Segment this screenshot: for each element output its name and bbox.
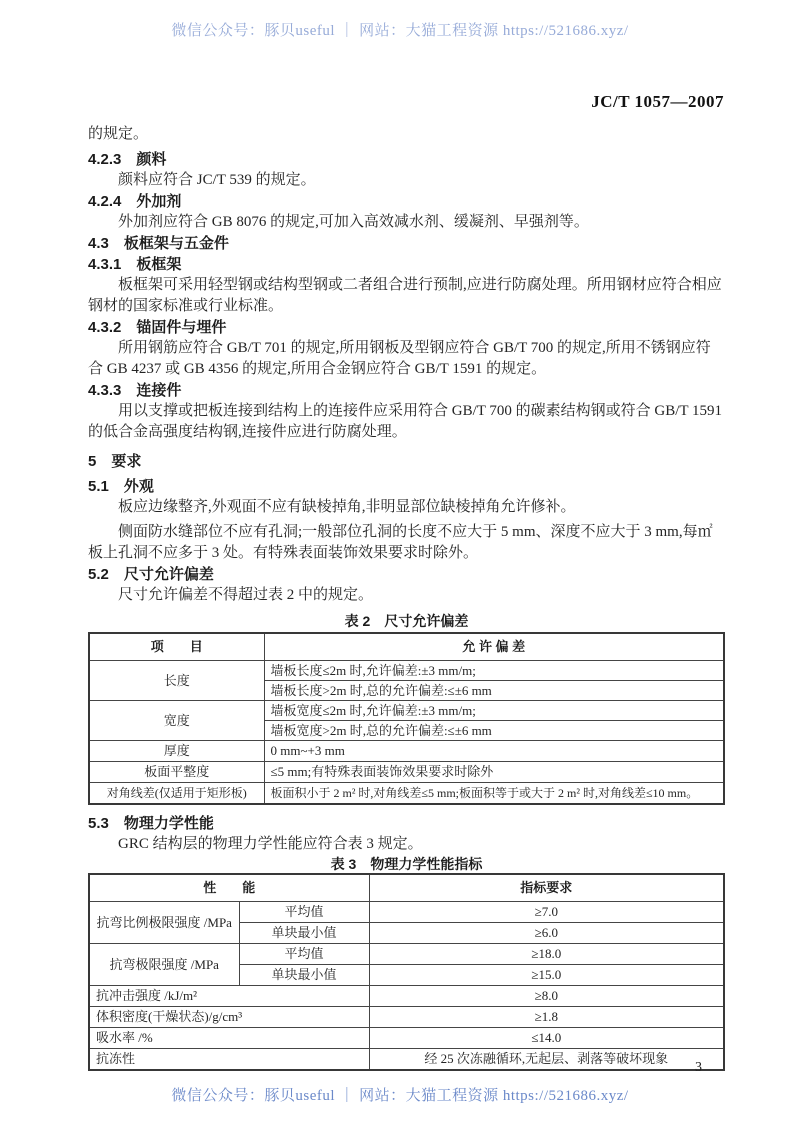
table-row [89, 944, 724, 965]
heading-4-2-3: 4.2.3 颜料 [88, 151, 167, 168]
table-3-value: ≥18.0 [369, 944, 724, 965]
table-3 [88, 873, 725, 1071]
table-3-value: ≥15.0 [369, 965, 724, 986]
table-3-caption: 表 3 物理力学性能指标 [330, 856, 483, 872]
paragraph-5-3: GRC 结构层的物理力学性能应符合表 3 规定。 [118, 836, 423, 852]
table-2-value-diagonal: 板面积小于 2 m² 时,对角线差≤5 mm;板面积等于或大于 2 m² 时,对角线差≤10 mm。 [264, 783, 724, 805]
table-2-label-thickness: 厚度 [89, 741, 264, 762]
table-2-header-row [89, 633, 724, 661]
paragraph-4-3-1: 板框架可采用轻型钢或结构型钢或二者组合进行预制,应进行防腐处理。所用钢材应符合相应钢材的国家标准或行业标准。 [88, 277, 722, 314]
table-row [89, 741, 724, 762]
table-3-value: ≥6.0 [369, 923, 724, 944]
table-3-label-ultimate-strength: 抗弯极限强度 /MPa [89, 944, 239, 986]
table-row [89, 783, 724, 805]
heading-5-3: 5.3 物理力学性能 [88, 815, 214, 832]
table-3-label-proportional-limit: 抗弯比例极限强度 /MPa [89, 902, 239, 944]
table-3-header-row [89, 874, 724, 902]
table-3-header-performance: 性 能 [89, 874, 369, 902]
table-2-length-line-1: 墙板长度≤2m 时,允许偏差:±3 mm/m; [264, 661, 724, 681]
table-row [89, 661, 724, 681]
table-3-value: 经 25 次冻融循环,无起层、剥落等破坏现象 [369, 1049, 724, 1071]
heading-4-3-3: 4.3.3 连接件 [88, 382, 182, 399]
page-number: 3 [695, 1060, 702, 1075]
table-3-value: ≥7.0 [369, 902, 724, 923]
table-3-sub-minimum: 单块最小值 [239, 965, 369, 986]
table-2-label-width: 宽度 [89, 701, 264, 741]
heading-4-3: 4.3 板框架与五金件 [88, 235, 229, 252]
paragraph-4-3-3: 用以支撑或把板连接到结构上的连接件应采用符合 GB/T 700 的碳素结构钢或符合 GB/T 1591 的低合金高强度结构钢,连接件应进行防腐处理。 [88, 403, 723, 440]
heading-5-1: 5.1 外观 [88, 478, 154, 495]
table-row [89, 1007, 724, 1028]
table-row [89, 701, 724, 721]
table-2-label-diagonal: 对角线差(仅适用于矩形板) [89, 783, 264, 805]
table-2-label-length: 长度 [89, 661, 264, 701]
table-row [89, 902, 724, 923]
table-3-label-density: 体积密度(干燥状态)/g/cm³ [89, 1007, 369, 1028]
heading-5-2: 5.2 尺寸允许偏差 [88, 566, 214, 583]
table-2-header-deviation: 允 许 偏 差 [264, 633, 724, 661]
watermark-bottom: 微信公众号：豚贝useful ｜ 网站：大猫工程资源 https://521686.xyz/ [171, 1088, 629, 1104]
table-3-label-frost-resistance: 抗冻性 [89, 1049, 369, 1071]
watermark-top: 微信公众号：豚贝useful ｜ 网站：大猫工程资源 https://521686.xyz/ [171, 23, 629, 39]
heading-4-3-2: 4.3.2 锚固件与埋件 [88, 319, 227, 336]
table-3-value: ≤14.0 [369, 1028, 724, 1049]
table-2-header-item: 项 目 [89, 633, 264, 661]
table-row [89, 762, 724, 783]
table-2-value-thickness: 0 mm~+3 mm [264, 741, 724, 762]
paragraph-5-2: 尺寸允许偏差不得超过表 2 中的规定。 [118, 587, 374, 603]
continuation-line: 的规定。 [88, 126, 149, 142]
paragraph-5-1-b: 侧面防水缝部位不应有孔洞;一般部位孔洞的长度不应大于 5 mm、深度不应大于 3 mm,每㎡板上孔洞不应多于 3 处。有特殊表面装饰效果要求时除外。 [88, 524, 713, 561]
paragraph-4-3-2: 所用钢筋应符合 GB/T 701 的规定,所用钢板及型钢应符合 GB/T 700 的规定,所用不锈钢应符合 GB 4237 或 GB 4356 的规定,所用合金钢应符合 GB/T 1591 的规定。 [88, 340, 711, 377]
table-2-caption: 表 2 尺寸允许偏差 [344, 613, 469, 629]
table-2 [88, 632, 725, 805]
table-row [89, 986, 724, 1007]
table-3-sub-average: 平均值 [239, 902, 369, 923]
table-2-value-flatness: ≤5 mm;有特殊表面装饰效果要求时除外 [264, 762, 724, 783]
table-3-sub-minimum: 单块最小值 [239, 923, 369, 944]
table-row [89, 1028, 724, 1049]
heading-4-3-1: 4.3.1 板框架 [88, 256, 182, 273]
table-2-label-flatness: 板面平整度 [89, 762, 264, 783]
paragraph-5-1-a: 板应边缘整齐,外观面不应有缺棱掉角,非明显部位缺棱掉角允许修补。 [118, 499, 576, 515]
table-row [89, 1049, 724, 1071]
document-body [88, 124, 725, 1071]
paragraph-4-2-3: 颜料应符合 JC/T 539 的规定。 [118, 172, 316, 188]
table-3-label-impact: 抗冲击强度 /kJ/m² [89, 986, 369, 1007]
table-2-length-line-2: 墙板长度>2m 时,总的允许偏差:≤±6 mm [264, 681, 724, 701]
paragraph-4-2-4: 外加剂应符合 GB 8076 的规定,可加入高效减水剂、缓凝剂、早强剂等。 [118, 214, 589, 230]
table-3-header-requirement: 指标要求 [369, 874, 724, 902]
table-3-sub-average: 平均值 [239, 944, 369, 965]
heading-5: 5 要求 [88, 453, 142, 470]
table-3-value: ≥8.0 [369, 986, 724, 1007]
doc-code: JC/T 1057—2007 [591, 92, 724, 111]
heading-4-2-4: 4.2.4 外加剂 [88, 193, 182, 210]
table-2-width-line-1: 墙板宽度≤2m 时,允许偏差:±3 mm/m; [264, 701, 724, 721]
table-3-label-absorption: 吸水率 /% [89, 1028, 369, 1049]
table-3-value: ≥1.8 [369, 1007, 724, 1028]
table-2-width-line-2: 墙板宽度>2m 时,总的允许偏差:≤±6 mm [264, 721, 724, 741]
